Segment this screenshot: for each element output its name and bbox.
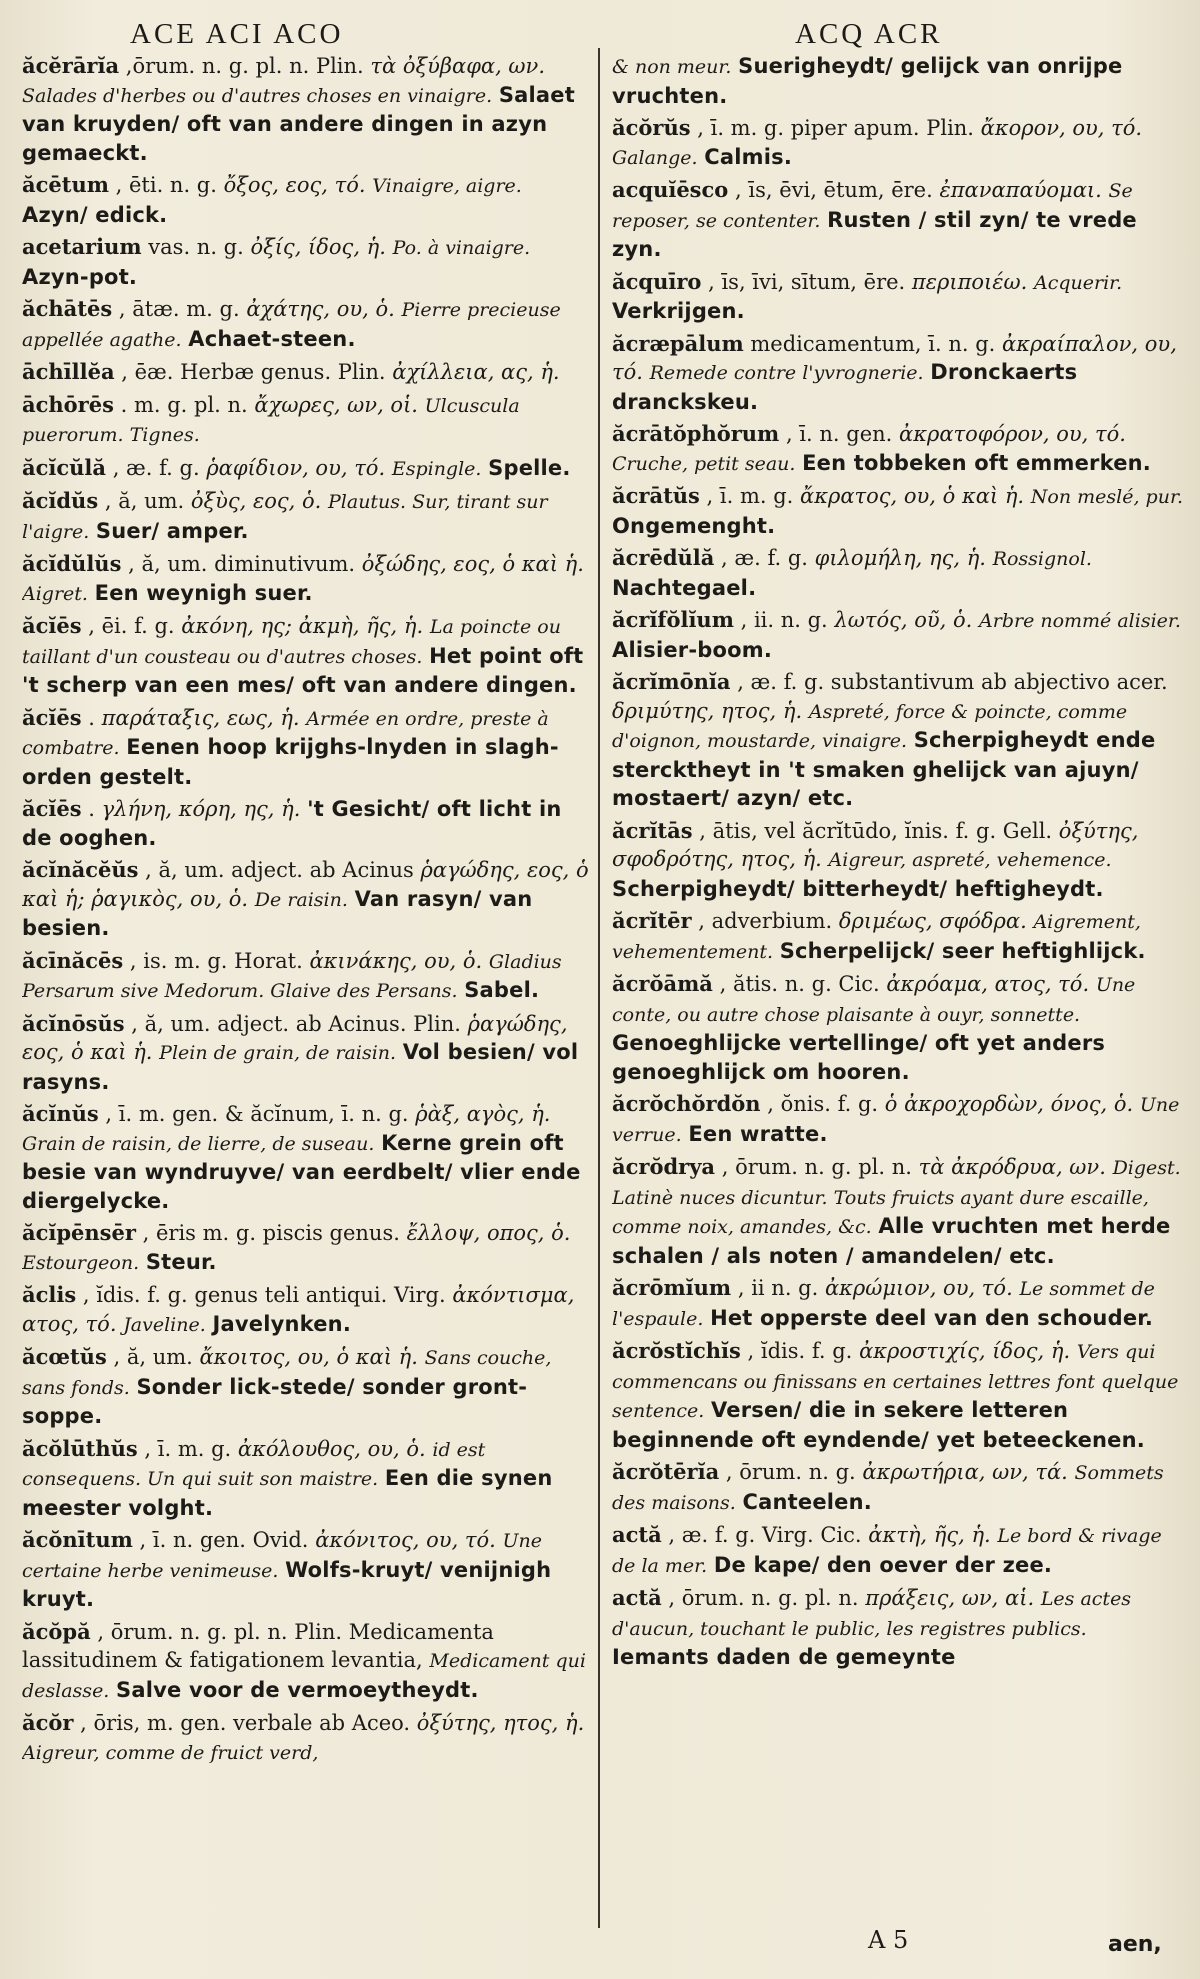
dictionary-entry — [612, 114, 1184, 172]
dutch-translation: Kerne grein oft besie van wyndruyve/ van eerdbelt/ vlier ende diergelycke. — [22, 1130, 581, 1213]
dictionary-entry — [22, 795, 590, 852]
running-head-right: ACQ ACR — [795, 18, 943, 50]
french-translation: La poincte ou taillant d'un cousteau ou d'autres choses. — [22, 616, 561, 668]
french-translation: Estourgeon. — [22, 1251, 140, 1274]
french-translation: Digest. Latinè nuces dicuntur. Touts fruicts ayant dure escaille, comme noix, amandes, &c. — [612, 1157, 1181, 1238]
latin-definition: , ōrum. n. g. — [725, 1460, 856, 1484]
greek-equivalent: ῥὰξ, αγὸς, ἡ. — [415, 1102, 551, 1126]
greek-equivalent: τὰ ἀκρόδρυα, ων. — [918, 1155, 1106, 1179]
dutch-translation: Een wratte. — [688, 1121, 828, 1146]
dictionary-entry — [22, 856, 590, 943]
latin-definition: , ēi. f. g. — [88, 614, 175, 638]
french-translation: Javeline. — [123, 1313, 206, 1336]
greek-equivalent: ὄξος, εος, τό. — [223, 173, 366, 197]
greek-equivalent: ῥαφίδιον, ου, τό. — [206, 455, 386, 480]
greek-equivalent: ἀχίλλεια, ας, ἡ. — [392, 360, 560, 384]
dictionary-entry — [22, 1343, 590, 1431]
dutch-translation: Steur. — [145, 1249, 217, 1274]
dictionary-entry — [612, 1153, 1184, 1270]
dutch-translation: Ongemenght. — [612, 513, 776, 538]
latin-definition: , ī. m. g. — [706, 484, 794, 508]
dutch-translation: Rusten / stil zyn/ te vrede zyn. — [612, 207, 1137, 261]
dictionary-entry — [22, 1219, 590, 1277]
headword: āchōrēs — [22, 391, 114, 417]
latin-definition: , ātis, vel ăcrĭtūdo, ĭnis. f. g. Gell. — [699, 818, 1053, 843]
french-translation: Aspreté, force & poincte, comme d'oignon, moustarde, vinaigre. — [612, 700, 1128, 752]
greek-equivalent: ἄκρατος, ου, ὁ καὶ ἡ. — [800, 484, 1025, 508]
french-translation: Aigrement, vehementement. — [612, 911, 1141, 963]
dutch-translation: Azyn/ edick. — [22, 202, 168, 227]
signature-mark: A 5 — [868, 1926, 909, 1954]
greek-equivalent: ἀκόντισμα, ατος, τό. — [22, 1283, 575, 1336]
latin-definition: , īs, ēvi, ētum, ēre. — [735, 178, 933, 202]
dutch-translation: Salaet van kruyden/ oft van andere dingen in azyn gemaeckt. — [22, 82, 575, 165]
latin-definition: , ă, um. diminutivum. — [128, 552, 356, 576]
greek-equivalent: ἀκραίπαλον, ου, τό. — [612, 331, 1177, 384]
dictionary-entry — [22, 1709, 590, 1767]
running-head-left: ACE ACI ACO — [130, 18, 344, 50]
greek-equivalent: ἔλλοψ, οπος, ὁ. — [406, 1221, 571, 1245]
dutch-translation: Wolfs-kruyt/ venijnigh kruyt. — [22, 1557, 552, 1611]
latin-definition: , ēris m. g. piscis genus. — [142, 1221, 400, 1245]
french-translation: Sommets des maisons. — [612, 1462, 1164, 1514]
dutch-translation: Eenen hoop krijghs-lnyden in slagh-orden gestelt. — [22, 735, 559, 789]
headword: ăcrŏtērĭa — [612, 1459, 720, 1484]
dutch-translation: 't Gesicht/ oft licht in de ooghen. — [22, 797, 562, 850]
french-translation: Sans couche, sans fonds. — [22, 1347, 552, 1399]
french-translation: Plautus. Sur, tirant sur l'aigre. — [22, 491, 548, 543]
dutch-translation: Een tobbeken oft emmerken. — [802, 450, 1151, 475]
dictionary-entry — [22, 1435, 590, 1523]
dutch-translation: Het point oft 't scherp van een mes/ oft van andere dingen. — [22, 643, 584, 697]
french-translation: De raisin. — [254, 888, 348, 911]
dictionary-entry — [22, 358, 590, 387]
dictionary-entry — [22, 612, 590, 700]
latin-definition: vas. n. g. — [148, 235, 244, 259]
greek-equivalent: ἀκρατοφόρον, ου, τό. — [899, 422, 1126, 446]
headword: ăcĭēs — [22, 613, 82, 638]
greek-equivalent: ἀκόλουθος, ου, ὁ. — [237, 1436, 426, 1461]
dictionary-entry — [612, 330, 1184, 417]
latin-definition: , is. m. g. Horat. — [129, 948, 303, 973]
french-translation: Arbre nommé alisier. — [979, 610, 1181, 632]
latin-definition: , ii n. g. — [737, 1276, 819, 1300]
latin-definition: , ōrum. n. g. pl. n. — [668, 1586, 859, 1610]
dutch-translation: Vol besien/ vol rasyns. — [22, 1040, 579, 1094]
dictionary-entry — [22, 1618, 590, 1706]
latin-definition: medicamentum, ī. n. g. — [750, 331, 996, 356]
headword: actă — [612, 1585, 662, 1610]
catchword: aen, — [1108, 1932, 1162, 1957]
dictionary-entry — [612, 1584, 1184, 1672]
dictionary-entry — [22, 704, 590, 792]
headword: ăcŏnītum — [22, 1527, 133, 1552]
french-translation: Non meslé, pur. — [1030, 486, 1183, 508]
dictionary-entry — [22, 1526, 590, 1614]
dutch-translation: Calmis. — [704, 144, 793, 169]
french-translation: Po. à vinaigre. — [392, 237, 531, 259]
dutch-translation: Nachtegael. — [612, 575, 757, 600]
headword: ăclis — [22, 1282, 77, 1307]
headword: ăcrŏāmă — [612, 971, 713, 996]
headword: ăcētum — [22, 172, 109, 197]
dictionary-entry — [612, 1274, 1184, 1333]
dictionary-entry — [612, 176, 1184, 264]
headword: ăcrātŏphŏrum — [612, 421, 780, 446]
latin-definition: , æ. f. g. — [721, 546, 808, 570]
dutch-translation: Een die synen meester volght. — [22, 1466, 553, 1520]
headword: ăcĭdŭs — [22, 488, 99, 513]
dutch-translation: Dronckaerts dranckskeu. — [612, 360, 1078, 414]
french-translation: Gladius Persarum sive Medorum. Glaive des Persans. — [22, 950, 562, 1002]
greek-equivalent: ὀξώδης, εος, ὁ καὶ ἡ. — [361, 552, 584, 576]
dictionary-entry — [612, 1458, 1184, 1517]
french-translation: Ulcuscula puerorum. Tignes. — [22, 394, 520, 446]
latin-definition: , īs, īvi, sītum, ēre. — [708, 269, 906, 294]
greek-equivalent: δριμέως, σφόδρα. — [838, 909, 1027, 933]
greek-equivalent: τὰ ὀξύβαφα, ων. — [370, 54, 545, 78]
dutch-translation: De kape/ den oever der zee. — [713, 1552, 1053, 1577]
dictionary-entry — [612, 52, 1184, 110]
french-translation: & non meur. — [612, 56, 732, 78]
greek-equivalent: φιλομήλη, ης, ἡ. — [814, 546, 986, 570]
headword: ăcræpālum — [612, 330, 744, 356]
dictionary-entry — [612, 544, 1184, 602]
dictionary-entry — [612, 1337, 1184, 1454]
headword: ăcĭnōsŭs — [22, 1010, 125, 1036]
dictionary-entry — [22, 391, 590, 450]
french-translation: Cruche, petit seau. — [612, 452, 796, 475]
headword: āchīllĕa — [22, 359, 115, 384]
dictionary-entry — [612, 1521, 1184, 1580]
latin-definition: , ŏnis. f. g. — [767, 1092, 879, 1116]
greek-equivalent: ἀκινάκης, ου, ὁ. — [309, 948, 483, 973]
headword: ăcŏpă — [22, 1618, 91, 1644]
dutch-translation: Javelynken. — [212, 1311, 352, 1336]
headword: ăcquīro — [612, 268, 702, 294]
dutch-translation: Sonder lick-stede/ sonder gront-soppe. — [22, 1374, 528, 1428]
column-divider — [598, 48, 600, 1928]
latin-definition: . — [88, 705, 95, 730]
dictionary-entry — [22, 454, 590, 484]
latin-definition: , ătis. n. g. Cic. — [719, 972, 880, 996]
latin-definition: , ĭdis. f. g. — [747, 1339, 853, 1363]
greek-equivalent: πράξεις, ων, αἱ. — [865, 1586, 1035, 1610]
latin-definition: , ī. m. g. piper apum. Plin. — [697, 116, 974, 140]
dutch-translation: Suer/ amper. — [95, 518, 249, 543]
dictionary-entry — [612, 817, 1184, 904]
dictionary-entry — [22, 233, 590, 291]
dictionary-entry — [22, 1281, 590, 1339]
latin-definition: , æ. f. g. Virg. Cic. — [668, 1523, 862, 1547]
headword: ăcrĭmōnĭa — [612, 669, 731, 694]
french-translation: Une conte, ou autre chose plaisante à ouyr, sonnette. — [612, 974, 1136, 1026]
french-translation: Le sommet de l'espaule. — [612, 1278, 1155, 1330]
french-translation: Plein de grain, de raisin. — [159, 1042, 397, 1064]
dictionary-entry — [612, 1090, 1184, 1149]
french-translation: Vinaigre, aigre. — [372, 175, 522, 197]
french-translation: Armée en ordre, preste à combatre. — [22, 707, 549, 759]
headword: ăcrātŭs — [612, 483, 700, 508]
greek-equivalent: παράταξις, εως, ἡ. — [101, 705, 300, 730]
dictionary-entry — [22, 947, 590, 1006]
dictionary-entry — [612, 420, 1184, 478]
french-translation: Une certaine herbe venimeuse. — [22, 1530, 543, 1582]
headword: ăcĭdŭlŭs — [22, 551, 122, 576]
french-translation: Galange. — [612, 146, 698, 169]
dutch-translation: Salve voor de vermoeytheydt. — [116, 1677, 479, 1702]
latin-definition: , ōrum. n. g. pl. n. Plin. Medicamenta lassitudinem & fatigationem levantia, — [22, 1619, 494, 1672]
dutch-translation: Van rasyn/ van besien. — [22, 886, 533, 940]
dictionary-entry — [22, 487, 590, 546]
greek-equivalent: ὁ ἀκροχορδὼν, όνος, ὁ. — [884, 1092, 1134, 1116]
latin-definition: , ă, um. — [113, 1345, 193, 1369]
dutch-translation: Het opperste deel van den schouder. — [710, 1305, 1154, 1330]
headword: ăchātēs — [22, 296, 113, 321]
headword: actă — [612, 1522, 662, 1547]
dictionary-entry — [612, 668, 1184, 813]
headword: ăcrēdŭlă — [612, 545, 715, 570]
latin-definition: , ĭdis. f. g. genus teli antiqui. Virg. — [82, 1283, 446, 1307]
latin-definition: , ă, um. adject. ab Acinus. Plin. — [131, 1011, 461, 1036]
dutch-translation: Alisier-boom. — [612, 637, 773, 662]
latin-definition: , ēæ. Herbæ genus. Plin. — [121, 360, 386, 384]
greek-equivalent: λωτός, οῦ, ὁ. — [834, 608, 973, 632]
french-translation: Remede contre l'yvrognerie. — [649, 362, 924, 384]
latin-definition: , ī. n. gen. — [785, 422, 893, 446]
headword: acetarium — [22, 234, 142, 259]
headword: ăcĕrārĭa — [22, 53, 120, 78]
latin-definition: , ii. n. g. — [740, 608, 828, 632]
headword: ăcĭnŭs — [22, 1101, 99, 1126]
dutch-translation: Scherpelijck/ seer heftighlijck. — [779, 938, 1146, 963]
greek-equivalent: ὀξύτης, σφοδρότης, ητος, ἡ. — [612, 818, 1139, 871]
french-translation: Medicament qui deslasse. — [22, 1650, 586, 1702]
headword: ăcīnăcēs — [22, 947, 124, 973]
headword: ăcĭpēnsēr — [22, 1220, 136, 1245]
latin-definition: ,ōrum. n. g. pl. n. Plin. — [125, 54, 364, 78]
headword: ăcĭēs — [22, 704, 82, 730]
dictionary-entry — [612, 970, 1184, 1086]
dutch-translation: Canteelen. — [742, 1489, 872, 1514]
headword: ăcŏlūthŭs — [22, 1435, 138, 1461]
french-translation: Vers qui commencans ou finissans en certaines lettres font quelque sentence. — [612, 1341, 1179, 1422]
latin-definition: , ī. m. gen. & ăcĭnum, ī. n. g. — [105, 1102, 409, 1126]
dutch-translation: Versen/ die in sekere letteren beginnende oft eyndende/ yet beteeckenen. — [612, 1398, 1145, 1452]
latin-definition: , æ. f. g. substantivum ab abjectivo acer. — [737, 670, 1168, 694]
greek-equivalent: ἀκρώμιον, ου, τό. — [824, 1276, 1013, 1300]
greek-equivalent: ἀχάτης, ου, ὁ. — [246, 297, 395, 321]
dictionary-entry — [22, 295, 590, 354]
french-translation: id est consequens. Un qui suit son maistre. — [22, 1438, 486, 1490]
dictionary-entry — [612, 482, 1184, 540]
headword: ăcrĭfŏlĭum — [612, 607, 734, 632]
headword: ăcŏr — [22, 1710, 74, 1735]
headword: ăcrŏdrya — [612, 1154, 716, 1179]
headword: ăcrōmĭum — [612, 1275, 732, 1300]
greek-equivalent: ἄκορον, ου, τό. — [980, 116, 1143, 140]
latin-definition: , ēti. n. g. — [115, 173, 217, 197]
dutch-translation: Alle vruchten met herde schalen / als noten / amandelen/ etc. — [612, 1214, 1171, 1268]
latin-definition: , ă, um. adject. ab Acinus — [145, 858, 414, 882]
greek-equivalent: ἀκόνιτος, ου, τό. — [315, 1528, 496, 1552]
dutch-translation: Suerigheydt/ gelijck van onrijpe vruchten. — [612, 54, 1123, 108]
dictionary-entry — [612, 606, 1184, 664]
latin-definition: . m. g. pl. n. — [120, 392, 248, 417]
dutch-translation: Scherpigheydt/ bitterheydt/ heftigheydt. — [612, 876, 1104, 901]
french-translation: Aigreur, comme de fruict verd, — [22, 1741, 319, 1764]
dutch-translation: Sabel. — [464, 978, 540, 1002]
french-translation: Le bord & rivage de la mer. — [612, 1525, 1162, 1577]
dutch-translation: Azyn-pot. — [22, 264, 138, 289]
left-column — [22, 52, 590, 1952]
dictionary-entry — [22, 52, 590, 167]
greek-equivalent: ἄχωρες, ων, οἱ. — [254, 392, 418, 417]
latin-definition: , ōris, m. gen. verbale ab Aceo. — [80, 1711, 411, 1735]
greek-equivalent: ἀκροστιχίς, ίδος, ἡ. — [859, 1339, 1071, 1363]
greek-equivalent: ὀξὺς, εος, ὁ. — [190, 489, 322, 513]
french-translation: Une verrue. — [612, 1094, 1180, 1146]
headword: ăcrŏchŏrdŏn — [612, 1091, 761, 1116]
french-translation: Rossignol. — [992, 548, 1092, 570]
french-translation: Aigreur, aspreté, vehemence. — [828, 849, 1112, 871]
french-translation: Acquerir. — [1034, 271, 1123, 294]
headword: ăcœtŭs — [22, 1344, 107, 1369]
latin-definition: , ōrum. n. g. pl. n. — [721, 1155, 912, 1179]
latin-definition: , ă, um. — [104, 489, 185, 513]
french-translation: Se reposer, se contenter. — [612, 180, 1133, 232]
dutch-translation: Een weynigh suer. — [94, 580, 313, 605]
greek-equivalent: ἀκόνη, ης; ἀκμὴ, ῆς, ἡ. — [181, 614, 424, 638]
greek-equivalent: ἄκοιτος, ου, ὁ καὶ ἡ. — [199, 1345, 418, 1369]
dutch-translation: Scherpigheydt ende stercktheyt in 't smaken ghelijck van ajuyn/ mostaert/ azyn/ etc. — [612, 728, 1156, 810]
headword: ăcĭnăcĕŭs — [22, 857, 139, 882]
greek-equivalent: ἀκρωτήρια, ων, τά. — [862, 1460, 1068, 1484]
latin-definition: , ī. m. g. — [144, 1436, 232, 1461]
greek-equivalent: ῥαγώδης, εος, ὁ καὶ ἡ; ῥαγικὸς, ου, ὁ. — [22, 858, 589, 911]
dictionary-entry — [22, 550, 590, 608]
latin-definition: , ī. n. gen. Ovid. — [139, 1528, 309, 1552]
headword: ăcrĭtēr — [612, 908, 692, 933]
dictionary-entry — [612, 268, 1184, 326]
headword: ăcrŏstĭchĭs — [612, 1338, 741, 1363]
french-translation: Pierre precieuse appellée agathe. — [22, 299, 561, 351]
latin-definition: , ātæ. m. g. — [118, 297, 240, 321]
headword: acquĭēsco — [612, 177, 729, 202]
dictionary-entry — [22, 1100, 590, 1215]
dutch-translation: Achaet-steen. — [188, 326, 356, 351]
right-column — [612, 52, 1184, 1907]
french-translation: Salades d'herbes ou d'autres choses en vinaigre. — [22, 84, 493, 107]
dictionary-entry — [22, 171, 590, 229]
greek-equivalent: ἀκτὴ, ῆς, ἡ. — [868, 1523, 991, 1547]
latin-definition: , æ. f. g. — [112, 455, 200, 480]
dutch-translation: Iemants daden de gemeynte — [612, 1645, 956, 1669]
greek-equivalent: γλήνη, κόρη, ης, ἡ. — [101, 797, 301, 821]
french-translation: Grain de raisin, de lierre, de suseau. — [22, 1132, 375, 1155]
greek-equivalent: ἀκρόαμα, ατος, τό. — [886, 972, 1090, 996]
greek-equivalent: περιποιέω. — [911, 269, 1028, 294]
dutch-translation: Genoeghlijcke vertellinge/ oft yet anders genoeghlijck om hooren. — [612, 1031, 1106, 1084]
greek-equivalent: ῥαγώδης, εος, ὁ καὶ ἡ. — [22, 1011, 568, 1064]
headword: ăcŏrŭs — [612, 115, 691, 140]
dictionary-entry — [22, 1010, 590, 1097]
french-translation: Aigret. — [22, 582, 88, 605]
dutch-translation: Spelle. — [488, 455, 571, 480]
headword: ăcĭcŭlă — [22, 454, 107, 480]
greek-equivalent: δριμύτης, ητος, ἡ. — [612, 698, 803, 723]
greek-equivalent: ὀξύτης, ητος, ἡ. — [416, 1711, 585, 1735]
latin-definition: , adverbium. — [698, 909, 833, 933]
dutch-translation: Verkrijgen. — [612, 299, 745, 323]
greek-equivalent: ὀξίς, ίδος, ἡ. — [250, 235, 386, 259]
dictionary-entry — [612, 907, 1184, 966]
latin-definition: . — [88, 797, 95, 821]
french-translation: Espingle. — [391, 457, 482, 480]
french-translation: Les actes d'aucun, touchant le public, les registres publics. — [612, 1588, 1132, 1640]
headword: ăcĭēs — [22, 796, 82, 821]
greek-equivalent: ἐπαναπαύομαι. — [939, 178, 1102, 202]
headword: ăcrĭtās — [612, 817, 693, 843]
